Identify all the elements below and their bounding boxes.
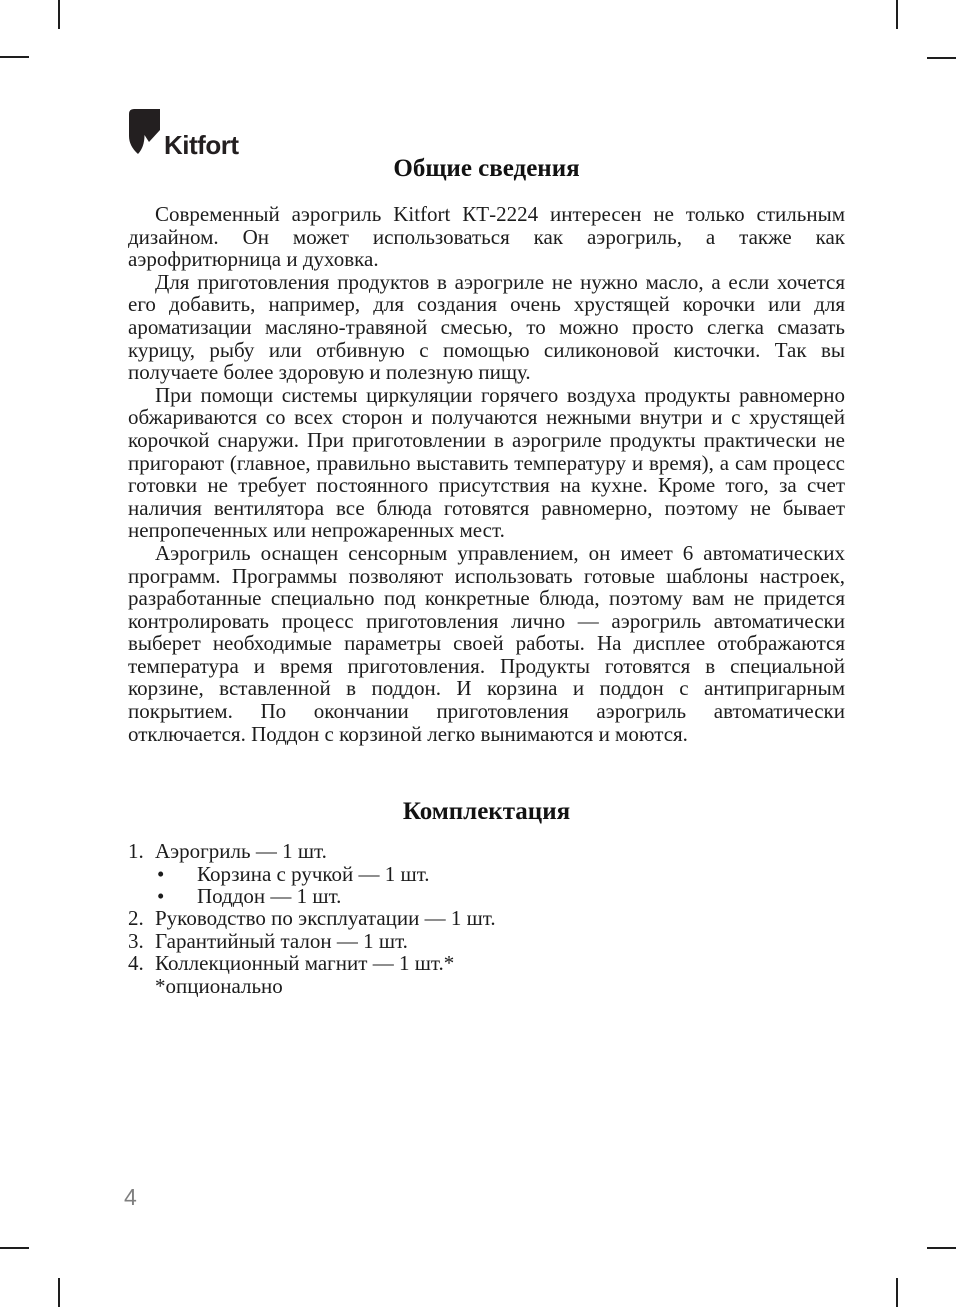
crop-mark-bottom-left-vertical — [58, 1278, 60, 1307]
list-item-number: 4. — [128, 951, 144, 976]
page-number: 4 — [124, 1184, 137, 1210]
list-item-text: Руководство по эксплуатации — 1 шт. — [155, 906, 496, 931]
general-paragraph-4: Аэрогриль оснащен сенсорным управлением, он имеет 6 автоматических программ. Программы позволяют использовать готовые шаблоны настроек, разработанные специально под конкретные блюда, поэтому вам не придется контролировать процесс приготовления лично — аэрогриль автоматически выберет необходимые параметры своей работы. На дисплее отображаются температура и время приготовления. Продукты готовятся в специальной корзине, вставленной в поддон. И корзина и поддон с антипригарным покрытием. По окончании приготовления аэрогриль автоматически отключается. Поддон с корзиной легко вынимаются и моются. — [128, 540, 845, 746]
crop-mark-bottom-left-horizontal — [0, 1247, 29, 1249]
list-item-text: Аэрогриль — 1 шт. — [155, 839, 327, 864]
footnote-text: *опционально — [155, 973, 283, 998]
list-item-text: Коллекционный магнит — 1 шт.* — [155, 951, 455, 976]
list-item-number: 2. — [128, 906, 144, 931]
list-item-text: Корзина с ручкой — 1 шт. — [197, 861, 430, 886]
list-item-number: 1. — [128, 839, 144, 864]
crop-mark-bottom-right-vertical — [896, 1278, 898, 1307]
text-column — [128, 155, 845, 997]
crop-mark-top-right-horizontal — [927, 57, 956, 59]
list-item — [128, 952, 845, 974]
crop-mark-top-left-vertical — [58, 0, 60, 29]
list-bullet: • — [157, 884, 165, 909]
general-paragraph-1: Современный аэрогриль Kitfort КТ-2224 интересен не только стильным дизайном. Он может использоваться как аэрогриль, а также как аэрофритюрница и духовка. — [128, 202, 845, 272]
section-title-general-info: Общие сведения — [393, 155, 580, 182]
general-paragraph-2: Для приготовления продуктов в аэрогриле не нужно масло, а если хочется его добавить, например, для создания очень хрустящей корочки или для ароматизации масляно-травяной смесью, то можно просто слегка смазать курицу, рыбу или отбивную с помощью силиконовой кисточки. Так вы получаете более здоровую и полезную пищу. — [128, 269, 845, 385]
section-title-package-contents: Комплектация — [402, 798, 571, 826]
kitfort-logo — [129, 109, 239, 160]
list-bullet: • — [157, 861, 165, 886]
list-item-text: Поддон — 1 шт. — [197, 884, 342, 909]
kitfort-flag-icon — [129, 109, 160, 156]
package-contents-list — [128, 840, 845, 997]
list-item-text: Гарантийный талон — 1 шт. — [155, 928, 408, 953]
list-item — [128, 907, 845, 929]
list-subitem — [128, 863, 845, 885]
list-footnote — [128, 975, 845, 997]
kitfort-wordmark: Kitfort — [164, 130, 239, 160]
crop-mark-top-left-horizontal — [0, 56, 29, 58]
list-item-number: 3. — [128, 928, 144, 953]
list-item — [128, 840, 845, 862]
list-item — [128, 930, 845, 952]
general-paragraph-3: При помощи системы циркуляции горячего воздуха продукты равномерно обжариваются со всех сторон и получаются нежными внутри и с хрустящей корочкой снаружи. При приготовлении в аэрогриле продукты практически не пригорают (главное, правильно выставить температуру и время), а сам процесс готовки не требует постоянного присутствия на кухне. Кроме того, за счет наличия вентилятора все блюда готовятся равномерно, поэтому не бывает непропеченных или непрожаренных мест. — [128, 382, 845, 543]
crop-mark-bottom-right-horizontal — [927, 1247, 956, 1249]
list-subitem — [128, 885, 845, 907]
crop-mark-top-right-vertical — [896, 0, 898, 29]
